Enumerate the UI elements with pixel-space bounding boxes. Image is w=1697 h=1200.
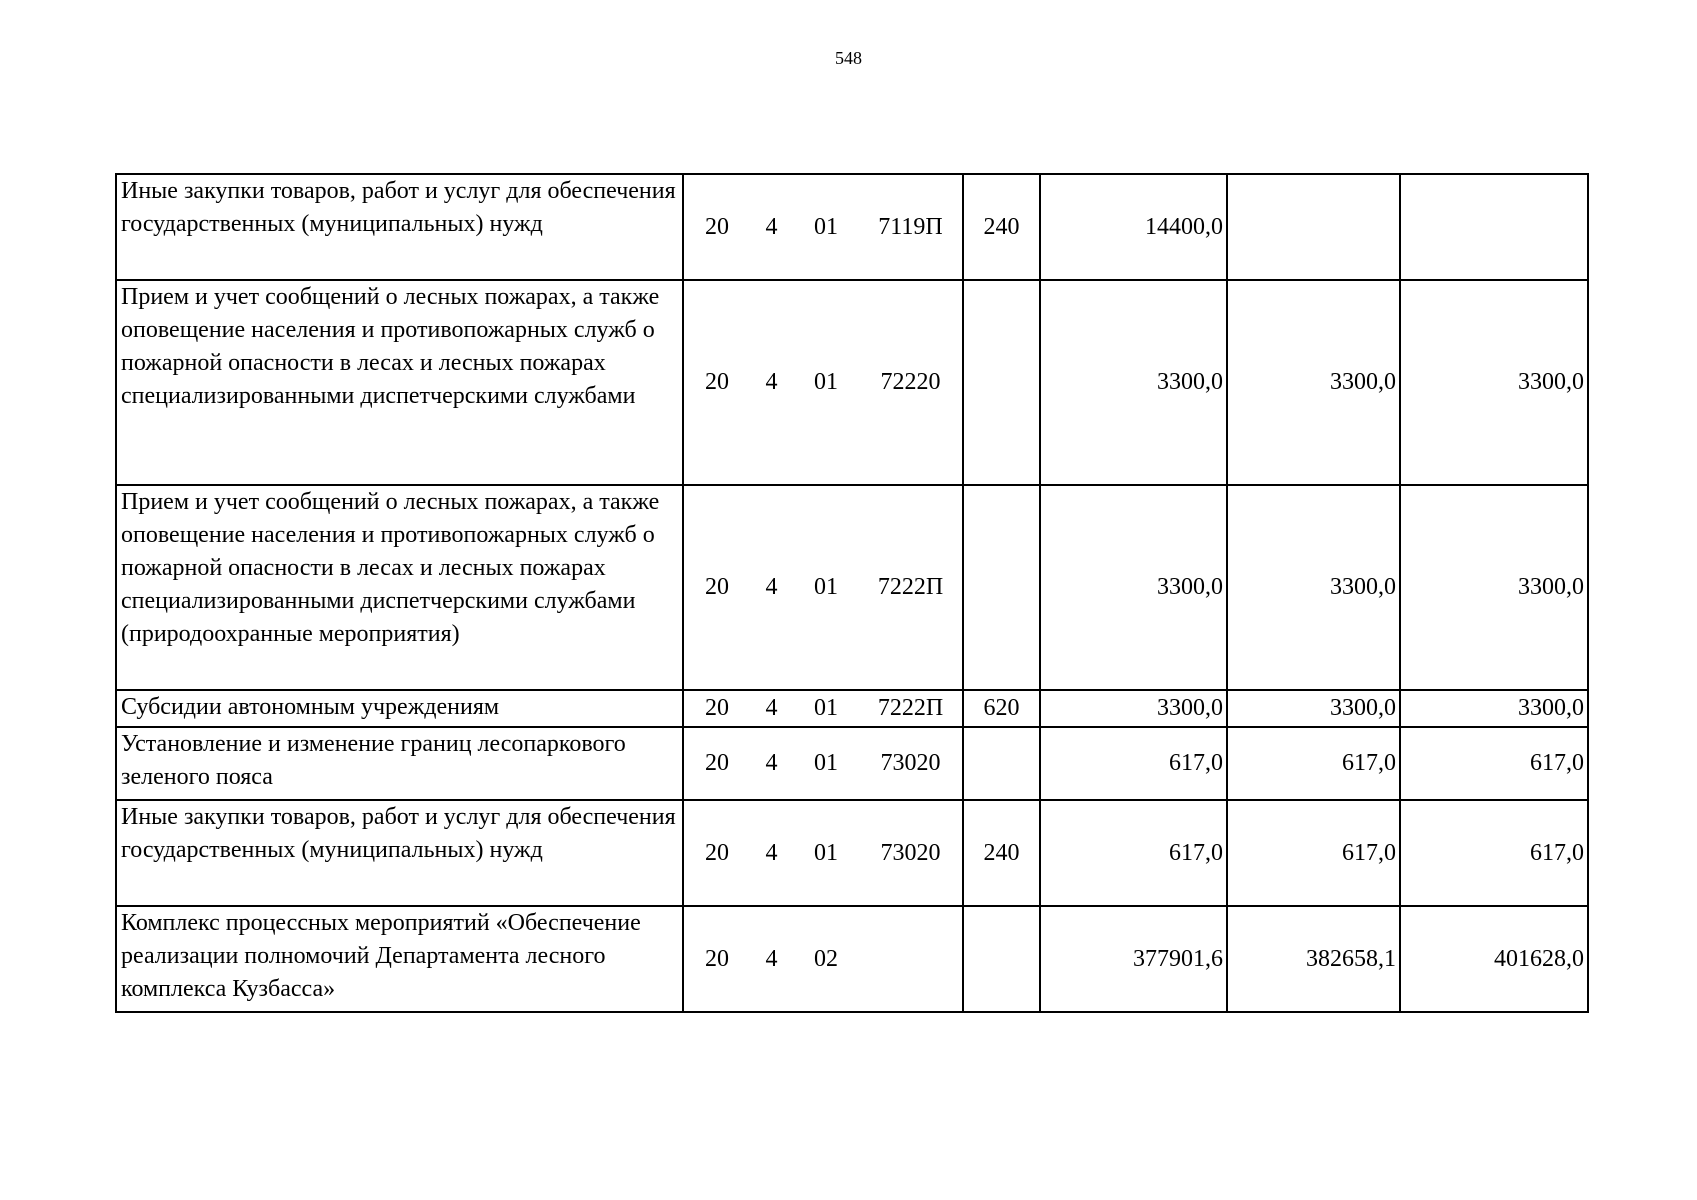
amount-year-3: 3300,0 xyxy=(1400,280,1588,485)
code-subprogram: 4 xyxy=(750,174,793,280)
expense-type xyxy=(963,906,1040,1012)
code-subprogram: 4 xyxy=(750,906,793,1012)
row-name: Комплекс процессных мероприятий «Обеспечение реализации полномочий Департамента лесного комплекса Кузбасса» xyxy=(116,906,683,1012)
code-program: 20 xyxy=(683,690,750,727)
amount-year-1: 3300,0 xyxy=(1040,280,1227,485)
amount-year-3: 617,0 xyxy=(1400,727,1588,800)
code-program: 20 xyxy=(683,906,750,1012)
amount-year-1: 617,0 xyxy=(1040,727,1227,800)
code-subprogram: 4 xyxy=(750,280,793,485)
code-program: 20 xyxy=(683,800,750,906)
row-name: Иные закупки товаров, работ и услуг для обеспечения государственных (муниципальных) нужд xyxy=(116,174,683,280)
table-row xyxy=(116,906,1588,1012)
code-event: 01 xyxy=(793,280,859,485)
table-row xyxy=(116,485,1588,690)
code-direction: 7222П xyxy=(859,485,963,690)
code-event: 02 xyxy=(793,906,859,1012)
amount-year-1: 617,0 xyxy=(1040,800,1227,906)
code-event: 01 xyxy=(793,690,859,727)
code-subprogram: 4 xyxy=(750,690,793,727)
amount-year-3: 617,0 xyxy=(1400,800,1588,906)
budget-table xyxy=(115,173,1589,1013)
table-row xyxy=(116,280,1588,485)
amount-year-1: 377901,6 xyxy=(1040,906,1227,1012)
code-direction: 72220 xyxy=(859,280,963,485)
table-row xyxy=(116,174,1588,280)
table-row xyxy=(116,800,1588,906)
row-name: Иные закупки товаров, работ и услуг для обеспечения государственных (муниципальных) нужд xyxy=(116,800,683,906)
amount-year-2: 3300,0 xyxy=(1227,280,1400,485)
code-event: 01 xyxy=(793,174,859,280)
code-subprogram: 4 xyxy=(750,800,793,906)
row-name: Установление и изменение границ лесопаркового зеленого пояса xyxy=(116,727,683,800)
amount-year-3 xyxy=(1400,174,1588,280)
expense-type: 240 xyxy=(963,800,1040,906)
code-program: 20 xyxy=(683,174,750,280)
expense-type xyxy=(963,727,1040,800)
amount-year-2: 617,0 xyxy=(1227,727,1400,800)
expense-type xyxy=(963,485,1040,690)
expense-type: 240 xyxy=(963,174,1040,280)
code-direction: 73020 xyxy=(859,727,963,800)
expense-type: 620 xyxy=(963,690,1040,727)
code-direction: 7222П xyxy=(859,690,963,727)
row-name: Прием и учет сообщений о лесных пожарах, а также оповещение населения и противопожарных служб о пожарной опасности в лесах и лесных пожарах специализированными диспетчерскими службами (природоохранные мероприятия) xyxy=(116,485,683,690)
amount-year-3: 3300,0 xyxy=(1400,485,1588,690)
code-direction: 7119П xyxy=(859,174,963,280)
row-name: Субсидии автономным учреждениям xyxy=(116,690,683,727)
amount-year-1: 3300,0 xyxy=(1040,690,1227,727)
amount-year-3: 3300,0 xyxy=(1400,690,1588,727)
code-event: 01 xyxy=(793,727,859,800)
amount-year-2: 3300,0 xyxy=(1227,690,1400,727)
amount-year-2: 617,0 xyxy=(1227,800,1400,906)
code-program: 20 xyxy=(683,485,750,690)
code-subprogram: 4 xyxy=(750,485,793,690)
table-row xyxy=(116,690,1588,727)
code-subprogram: 4 xyxy=(750,727,793,800)
amount-year-3: 401628,0 xyxy=(1400,906,1588,1012)
amount-year-1: 14400,0 xyxy=(1040,174,1227,280)
page-number: 548 xyxy=(835,48,862,68)
code-direction xyxy=(859,906,963,1012)
code-direction: 73020 xyxy=(859,800,963,906)
amount-year-1: 3300,0 xyxy=(1040,485,1227,690)
table-row xyxy=(116,727,1588,800)
code-program: 20 xyxy=(683,727,750,800)
expense-type xyxy=(963,280,1040,485)
code-event: 01 xyxy=(793,800,859,906)
code-program: 20 xyxy=(683,280,750,485)
row-name: Прием и учет сообщений о лесных пожарах, а также оповещение населения и противопожарных служб о пожарной опасности в лесах и лесных пожарах специализированными диспетчерскими службами xyxy=(116,280,683,485)
amount-year-2: 382658,1 xyxy=(1227,906,1400,1012)
amount-year-2: 3300,0 xyxy=(1227,485,1400,690)
amount-year-2 xyxy=(1227,174,1400,280)
code-event: 01 xyxy=(793,485,859,690)
